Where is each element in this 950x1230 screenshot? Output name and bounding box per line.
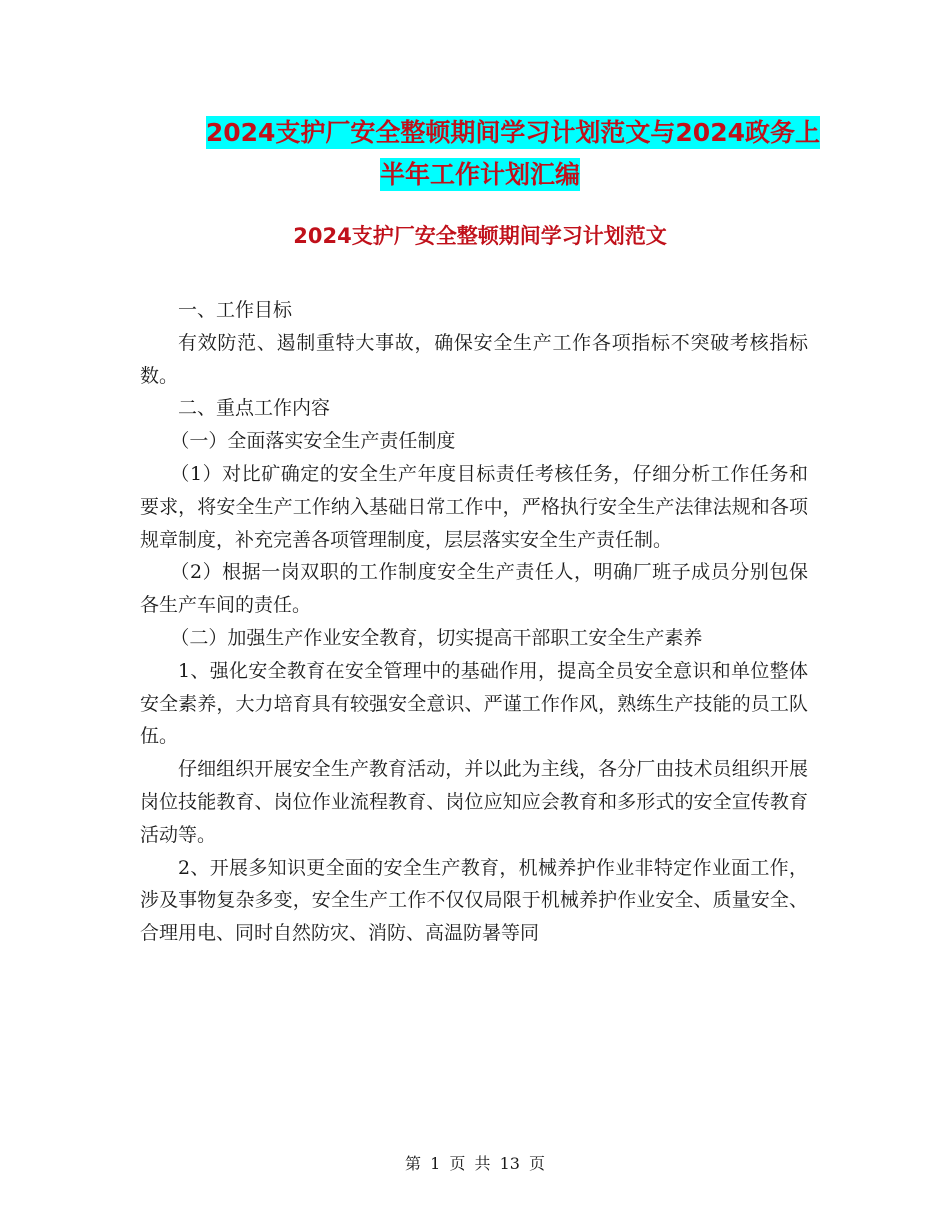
subheading-safety-education: （二）加强生产作业安全教育，切实提高干部职工安全生产素养: [170, 626, 703, 649]
paragraph: 1、强化安全教育在安全管理中的基础作用，提高全员安全意识和单位整体安全素养，大力培育具有较强安全意识、严谨工作作风，熟练生产技能的员工队伍。: [140, 659, 808, 748]
footer-label-page: 第: [404, 1154, 421, 1173]
title-line-2: 半年工作计划汇编: [379, 160, 580, 189]
paragraph: 2、开展多知识更全面的安全生产教育，机械养护作业非特定作业面工作，涉及事物复杂多变，安全生产工作不仅仅局限于机械养护作业安全、质量安全、合理用电、同时自然防灾、消防、高温防暑等同: [140, 856, 808, 945]
paragraph: 仔细组织开展安全生产教育活动，并以此为主线，各分厂由技术员组织开展岗位技能教育、岗位作业流程教育、岗位应知应会教育和多形式的安全宣传教育活动等。: [140, 758, 808, 846]
heading-work-goal: 一、工作目标: [178, 299, 293, 321]
footer-label-total: 共: [474, 1154, 491, 1173]
paragraph: （2）根据一岗双职的工作制度安全生产责任人，明确厂班子成员分别包保各生产车间的责任。: [140, 561, 808, 617]
footer-label-pages: 页: [529, 1154, 546, 1173]
title-line-1: 2024支护厂安全整顿期间学习计划范文与2024政务上: [205, 118, 820, 147]
footer-label-of: 页: [449, 1154, 466, 1173]
footer-current-page: 1: [430, 1154, 441, 1173]
section-title: 2024支护厂安全整顿期间学习计划范文: [293, 224, 667, 248]
heading-key-work: 二、重点工作内容: [178, 397, 331, 420]
paragraph: （1）对比矿确定的安全生产年度目标责任考核任务，仔细分析工作任务和要求，将安全生产工作纳入基础日常工作中，严格执行安全生产法律法规和各项规章制度，补充完善各项管理制度，层层落实安全生产责任制。: [140, 462, 808, 551]
footer-total-pages: 13: [499, 1154, 520, 1173]
subheading-responsibility: （一）全面落实安全生产责任制度: [170, 430, 456, 453]
document-title: [140, 112, 820, 196]
page-footer: [0, 1153, 950, 1175]
document-body: [140, 294, 808, 950]
paragraph: 有效防范、遏制重特大事故，确保安全生产工作各项指标不突破考核指标数。: [140, 331, 808, 387]
